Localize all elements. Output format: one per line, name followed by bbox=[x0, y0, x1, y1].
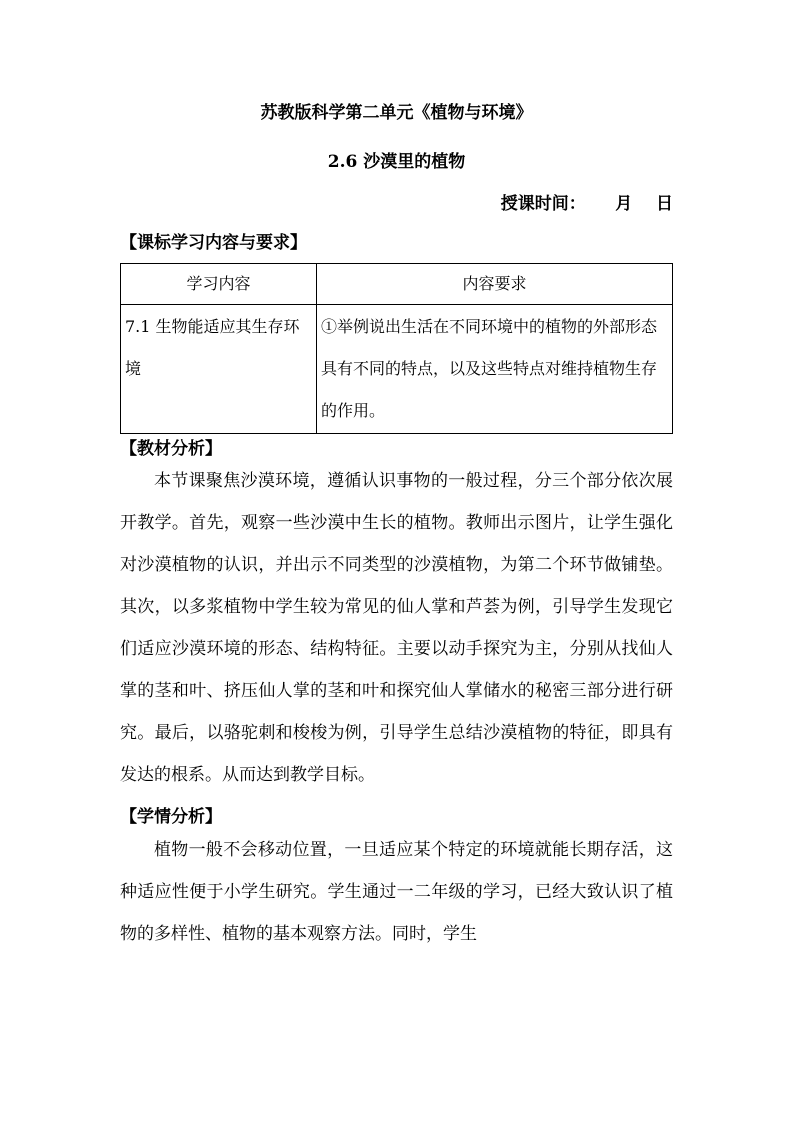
standards-table bbox=[120, 263, 673, 434]
table-header-cell: 学习内容 bbox=[121, 264, 317, 305]
textbook-analysis-heading: 【教材分析】 bbox=[120, 439, 222, 459]
table-header-cell: 内容要求 bbox=[317, 264, 673, 305]
table-header-row bbox=[121, 264, 673, 305]
document-page bbox=[120, 96, 673, 955]
table-cell-requirement: ①举例说出生活在不同环境中的植物的外部形态具有不同的特点，以及这些特点对维持植物生存的作用。 bbox=[317, 305, 673, 434]
lesson-title: 2.6 沙漠里的植物 bbox=[327, 152, 466, 172]
textbook-analysis-paragraph: 本节课聚焦沙漠环境，遵循认识事物的一般过程，分三个部分依次展开教学。首先，观察一些沙漠中生长的植物。教师出示图片，让学生强化对沙漠植物的认识，并出示不同类型的沙漠植物，为第二个环节做铺垫。其次，以多浆植物中学生较为常见的仙人掌和芦荟为例，引导学生发现它们适应沙漠环境的形态、结构特征。主要以动手探究为主，分别从找仙人掌的茎和叶、挤压仙人掌的茎和叶和探究仙人掌储水的秘密三部分进行研究。最后，以骆驼刺和梭梭为例，引导学生总结沙漠植物的特征，即具有发达的根系。从而达到教学目标。 bbox=[120, 471, 673, 785]
standards-heading: 【课标学习内容与要求】 bbox=[120, 233, 307, 253]
document-title: 苏教版科学第二单元《植物与环境》 bbox=[260, 103, 533, 123]
lesson-date-line: 授课时间： 月 日 bbox=[500, 194, 673, 214]
table-cell-content: 7.1 生物能适应其生存环境 bbox=[121, 305, 317, 434]
table-row bbox=[121, 305, 673, 434]
student-analysis-heading: 【学情分析】 bbox=[120, 807, 222, 827]
student-analysis-paragraph: 植物一般不会移动位置，一旦适应某个特定的环境就能长期存活，这种适应性便于小学生研究。学生通过一二年级的学习，已经大致认识了植物的多样性、植物的基本观察方法。同时，学生 bbox=[120, 840, 673, 944]
